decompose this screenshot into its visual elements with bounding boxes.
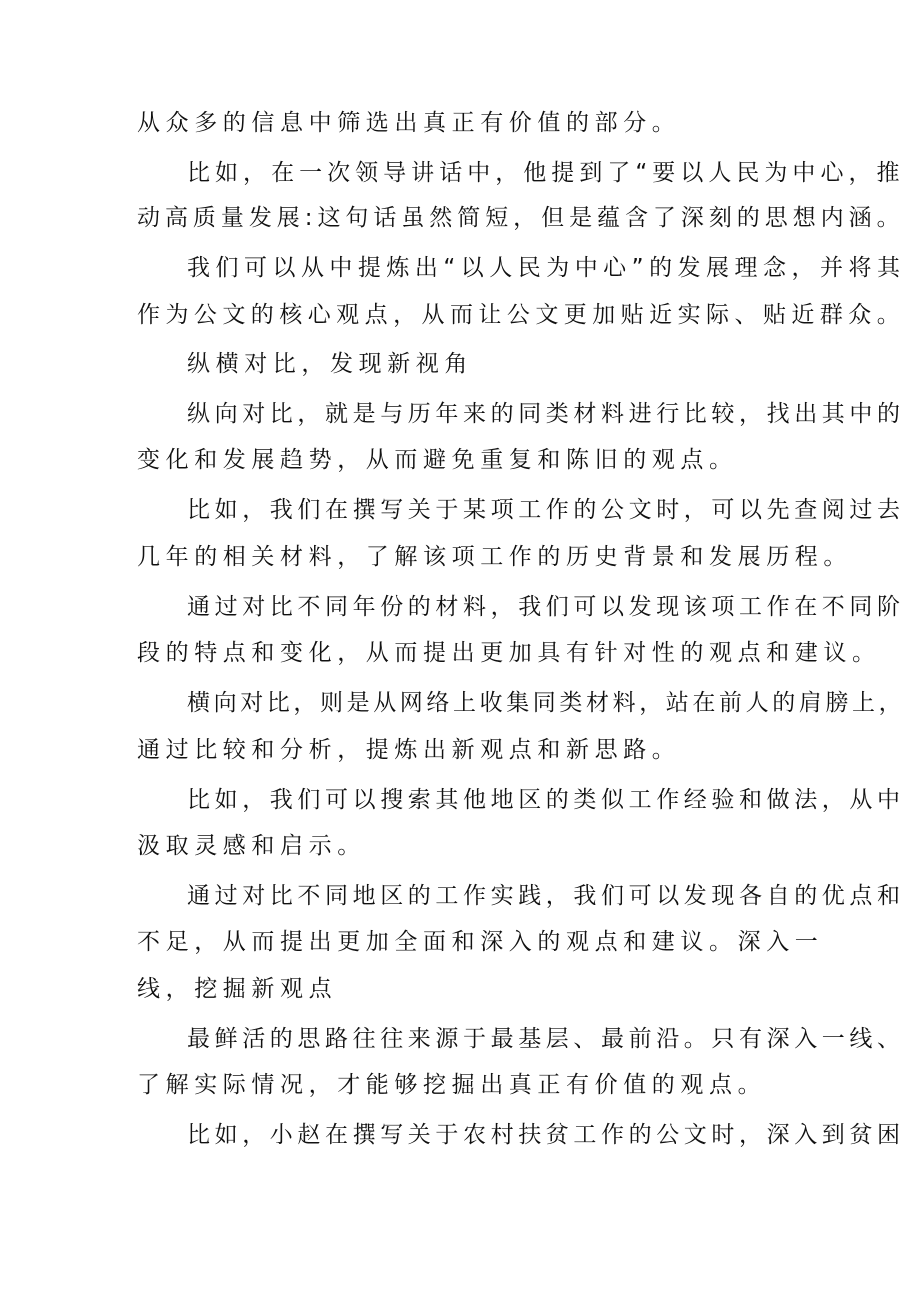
- text-line: 通过比较和分析，提炼出新观点和新思路。: [137, 737, 681, 763]
- text-line: 通过对比不同地区的工作实践，我们可以发现各自的优点和: [187, 883, 905, 909]
- text-line: 比如，在一次领导讲话中，他提到了“要以人民为中心，推: [187, 160, 905, 186]
- text-line: 汲取灵感和启示。: [137, 833, 366, 859]
- text-line: 变化和发展趋势，从而避免重复和陈旧的观点。: [137, 447, 738, 473]
- text-line: 横向对比，则是从网络上收集同类材料，站在前人的肩膀上，: [187, 690, 906, 716]
- text-line: 通过对比不同年份的材料，我们可以发现该项工作在不同阶: [187, 594, 905, 620]
- text-line: 了解实际情况，才能够挖掘出真正有价值的观点。: [137, 1072, 767, 1098]
- text-line: 几年的相关材料，了解该项工作的历史背景和发展历程。: [137, 544, 852, 570]
- text-line: 纵向对比，就是与历年来的同类材料进行比较，找出其中的: [187, 401, 905, 427]
- text-line: 动高质量发展:这句话虽然简短，但是蕴含了深刻的思想内涵。: [137, 205, 905, 231]
- text-line: 我们可以从中提炼出“以人民为中心”的发展理念，并将其: [187, 255, 906, 281]
- text-line: 比如，我们可以搜索其他地区的类似工作经验和做法，从中: [187, 787, 905, 813]
- text-line: 段的特点和变化，从而提出更加具有针对性的观点和建议。: [137, 640, 881, 666]
- section-heading: 线，挖掘新观点: [137, 976, 338, 1002]
- text-line: 从众多的信息中筛选出真正有价值的部分。: [137, 110, 681, 136]
- text-line: 最鲜活的思路往往来源于最基层、最前沿。只有深入一线、: [187, 1026, 905, 1052]
- text-line: 不足，从而提出更加全面和深入的观点和建议。深入一: [137, 929, 824, 955]
- text-line: 比如，我们在撰写关于某项工作的公文时，可以先查阅过去: [187, 497, 905, 523]
- text-line: 比如，小赵在撰写关于农村扶贫工作的公文时，深入到贫困: [187, 1122, 905, 1148]
- text-line: 作为公文的核心观点，从而让公文更加贴近实际、贴近群众。: [137, 302, 906, 328]
- section-heading: 纵横对比，发现新视角: [187, 351, 473, 377]
